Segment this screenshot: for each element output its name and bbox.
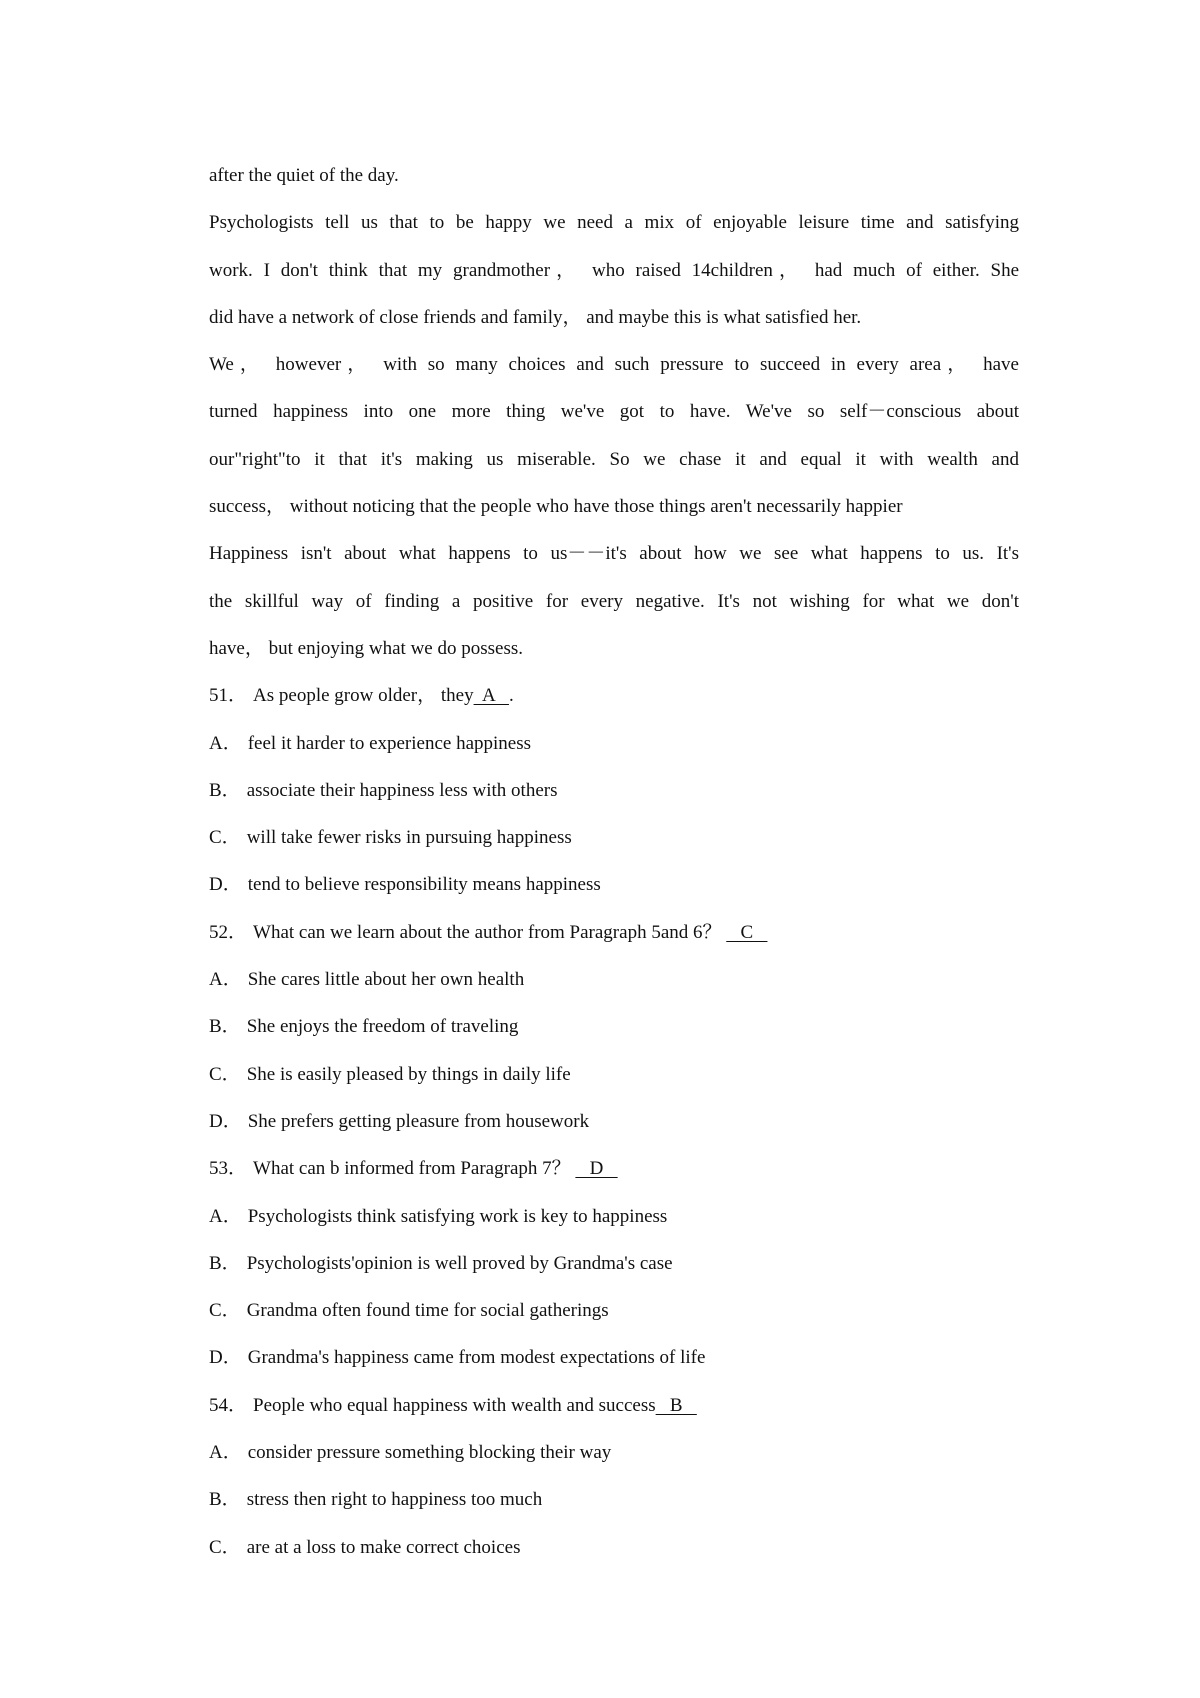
- question-stem: [209, 909, 1019, 956]
- option-letter: C．: [209, 1063, 241, 1085]
- option-c: [209, 1524, 1019, 1571]
- question-54: [209, 1382, 1019, 1571]
- option-letter: A．: [209, 732, 242, 754]
- question-number: 53．: [209, 1158, 248, 1180]
- option-letter: C．: [209, 1300, 241, 1322]
- question-text: As people grow older， they: [253, 685, 474, 707]
- question-suffix: .: [508, 685, 514, 707]
- option-letter: D．: [209, 874, 242, 896]
- question-text: What can b informed from Paragraph 7？: [253, 1158, 576, 1180]
- option-text: She is easily pleased by things in daily life: [246, 1063, 571, 1085]
- option-letter: B．: [209, 1252, 241, 1274]
- option-a: [209, 1193, 1019, 1240]
- option-d: [209, 1334, 1019, 1381]
- option-text: Grandma's happiness came from modest expectations of life: [247, 1347, 706, 1369]
- question-stem: [209, 672, 1019, 719]
- option-text: Psychologists think satisfying work is key to happiness: [247, 1205, 668, 1227]
- passage-line: after the quiet of the day.: [209, 165, 399, 186]
- option-letter: C．: [209, 1536, 241, 1558]
- passage-line: Happiness isn't about what happens to us－－it's about how we see what happens to us. It's: [209, 543, 1019, 565]
- question-52: [209, 909, 1019, 1145]
- option-letter: D．: [209, 1110, 242, 1132]
- option-letter: B．: [209, 779, 241, 801]
- option-text: Grandma often found time for social gatherings: [246, 1300, 609, 1322]
- passage-line: success， without noticing that the people who have those things aren't necessarily happier: [209, 496, 903, 518]
- passage-paragraph-3: [209, 341, 1019, 530]
- question-stem: [209, 1382, 1019, 1429]
- passage-paragraph-4: [209, 530, 1019, 672]
- passage-paragraph-1: [209, 152, 1019, 199]
- option-text: stress then right to happiness too much: [246, 1489, 543, 1511]
- answer-blank: D: [575, 1158, 618, 1180]
- passage-line: work. I don't think that my grandmother， who raised 14children， had much of either. She: [209, 259, 1019, 281]
- option-b: [209, 1240, 1019, 1287]
- question-number: 52．: [209, 921, 248, 943]
- option-letter: A．: [209, 1205, 242, 1227]
- question-text: What can we learn about the author from Paragraph 5and 6？: [253, 921, 727, 943]
- option-text: She cares little about her own health: [247, 969, 525, 991]
- option-c: [209, 1051, 1019, 1098]
- option-text: She enjoys the freedom of traveling: [246, 1016, 519, 1038]
- question-stem: [209, 1145, 1019, 1192]
- option-d: [209, 1098, 1019, 1145]
- option-a: [209, 956, 1019, 1003]
- option-letter: B．: [209, 1489, 241, 1511]
- passage-line: did have a network of close friends and family， and maybe this is what satisfied her.: [209, 306, 862, 328]
- option-text: feel it harder to experience happiness: [247, 732, 532, 754]
- option-letter: D．: [209, 1347, 242, 1369]
- answer-blank: B: [655, 1394, 697, 1416]
- question-number: 51．: [209, 685, 248, 707]
- passage-line: our"right"to it that it's making us miserable. So we chase it and equal it with wealth and: [209, 448, 1019, 470]
- option-b: [209, 1003, 1019, 1050]
- passage-line: Psychologists tell us that to be happy we need a mix of enjoyable leisure time and satisfying: [209, 212, 1019, 234]
- passage-line: the skillful way of finding a positive for every negative. It's not wishing for what we don't: [209, 590, 1019, 612]
- option-letter: A．: [209, 1442, 242, 1464]
- option-c: [209, 1287, 1019, 1334]
- answer-blank: C: [726, 921, 768, 943]
- option-c: [209, 814, 1019, 861]
- option-d: [209, 861, 1019, 908]
- option-text: tend to believe responsibility means happiness: [247, 874, 601, 896]
- document-page: [209, 152, 1019, 1571]
- option-letter: A．: [209, 969, 242, 991]
- option-a: [209, 720, 1019, 767]
- question-text: People who equal happiness with wealth and success: [253, 1394, 656, 1416]
- option-b: [209, 767, 1019, 814]
- option-a: [209, 1429, 1019, 1476]
- passage-line: We， however， with so many choices and such pressure to succeed in every area， have: [209, 354, 1019, 376]
- passage-line: turned happiness into one more thing we've got to have. We've so self－conscious about: [209, 401, 1019, 423]
- answer-blank: A: [473, 685, 509, 707]
- question-53: [209, 1145, 1019, 1381]
- question-51: [209, 672, 1019, 908]
- option-letter: C．: [209, 827, 241, 849]
- option-b: [209, 1476, 1019, 1523]
- option-text: associate their happiness less with others: [246, 779, 558, 801]
- passage-paragraph-2: [209, 199, 1019, 341]
- option-text: are at a loss to make correct choices: [246, 1536, 521, 1558]
- option-text: Psychologists'opinion is well proved by Grandma's case: [246, 1252, 673, 1274]
- option-letter: B．: [209, 1016, 241, 1038]
- option-text: She prefers getting pleasure from housework: [247, 1110, 590, 1132]
- question-number: 54．: [209, 1394, 248, 1416]
- passage-line: have， but enjoying what we do possess.: [209, 637, 523, 659]
- option-text: will take fewer risks in pursuing happiness: [246, 827, 572, 849]
- option-text: consider pressure something blocking their way: [247, 1442, 612, 1464]
